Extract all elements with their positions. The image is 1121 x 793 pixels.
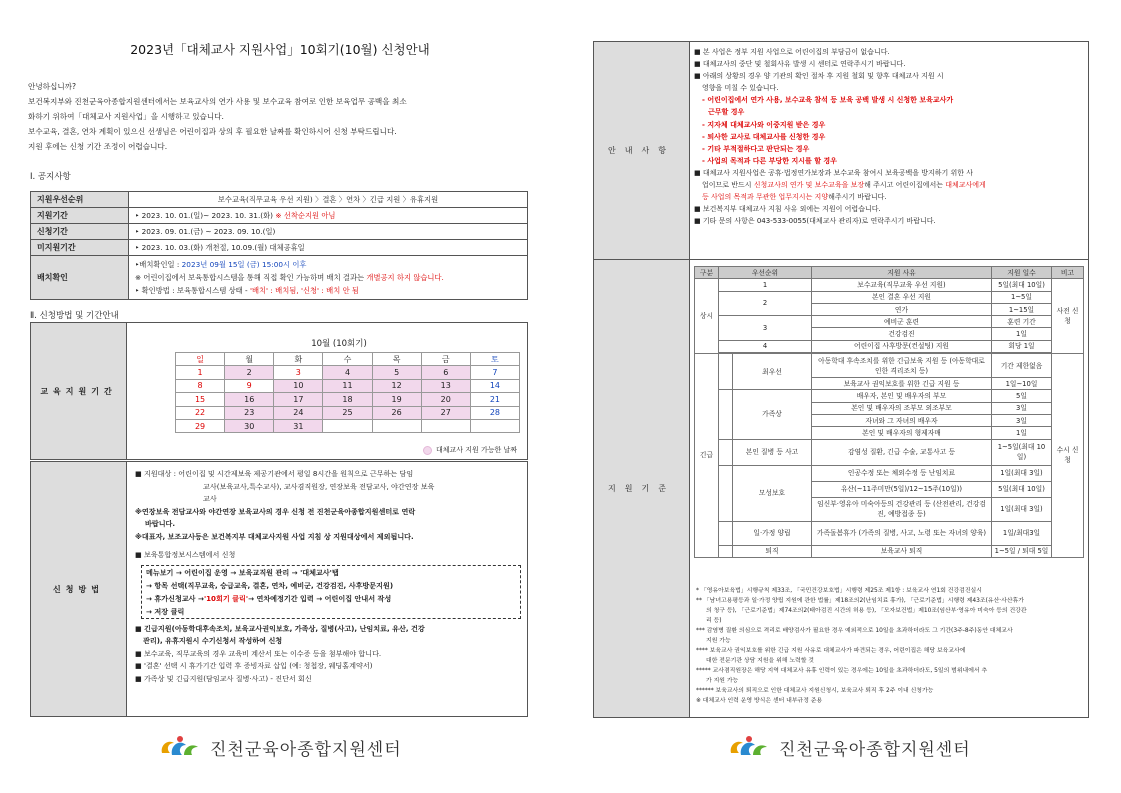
rank-spacer xyxy=(719,465,733,521)
how-line: ■ 지원대상 : 어린이집 및 시간제보육 제공기관에서 평일 8시간을 원칙으로 근무하는 담임 xyxy=(135,469,414,478)
placement-method-line xyxy=(135,284,521,297)
days-cell: 3일 xyxy=(992,414,1052,426)
col-header: 우선순위 xyxy=(719,267,812,279)
apply-period-label: 신청기간 xyxy=(31,224,129,240)
intro-line: 지원 후에는 신청 기간 조정이 어렵습니다. xyxy=(28,142,168,151)
reason-cell: 보수교육(직무교육 우선 지원) xyxy=(812,279,992,291)
reason-cell: 본인 및 배우자의 조부모 외조부모 xyxy=(812,402,992,414)
calendar-date: 20 xyxy=(421,393,470,406)
reason-cell: 유산(~11주미만(5일)/12~15주(10일)) xyxy=(812,481,992,497)
placement-label: 배치확인 xyxy=(31,256,129,300)
menu-path-line: → 항목 선택(직무교육, 승급교육, 결혼, 연차, 예비군, 건강검진, 사후방문지원) xyxy=(146,580,394,590)
calendar-date: 24 xyxy=(274,406,323,419)
how-line: 관리), 유휴지원시 수기신청서 작성하여 신청 xyxy=(143,636,283,645)
notice-box xyxy=(593,41,1089,260)
calendar-day-header: 목 xyxy=(372,353,421,366)
category-cell: 본인 질병 등 사고 xyxy=(733,439,812,465)
notice-line: ■ 아래의 상황의 경우 양 기관의 확인 절차 후 지원 철회 및 향후 대체교사 지원 시 xyxy=(694,72,944,81)
apply-period-value: ‣ 2023. 09. 01.(금) ~ 2023. 09. 10.(일) xyxy=(129,224,528,240)
no-support-label: 미지원기간 xyxy=(31,240,129,256)
calendar-date: 7 xyxy=(470,366,519,379)
reason-cell: 보육교사 퇴직 xyxy=(812,545,992,557)
how-line: ■ 보수교육, 직무교육의 경우 교육비 계산서 또는 이수증 등을 첨부해야 합니다. xyxy=(135,648,382,658)
menu-path-line: 메뉴보기 → 어린이집 운영 → 보육교직원 관리 → '대체교사'탭 xyxy=(146,567,339,577)
calendar-date: 25 xyxy=(323,406,372,419)
calendar-date: 2 xyxy=(225,366,274,379)
notice-line xyxy=(694,191,1082,203)
calendar-date: 15 xyxy=(176,393,225,406)
notice-table xyxy=(30,191,528,300)
calendar-date: 3 xyxy=(274,366,323,379)
category-cell: 최우선 xyxy=(733,354,812,390)
rank-cell: 1 xyxy=(719,279,812,291)
calendar-date: 23 xyxy=(225,406,274,419)
calendar-date xyxy=(470,419,519,432)
calendar-date: 22 xyxy=(176,406,225,419)
footnotes xyxy=(696,586,1086,706)
footnote-line: ** 「남녀고용평등과 일·가정 양립 지원에 관한 법률」제18조의2(난임치료 휴가), 「근로기준법」시행령 제43조(유산·사산휴가 xyxy=(696,598,1024,604)
notice-body xyxy=(694,46,1082,227)
placement-date: 2023년 09월 15일 (금) 15:00시 이후 xyxy=(181,260,307,269)
calendar-date: 18 xyxy=(323,393,372,406)
notice-text: 업이므로 반드시 xyxy=(702,181,754,190)
how-line: 바랍니다. xyxy=(145,519,176,528)
calendar-date: 4 xyxy=(323,366,372,379)
rank-spacer xyxy=(719,521,733,545)
intro-line: 보건복지부와 진천군육아종합지원센터에서는 보육교사의 연가 사용 및 보수교육 참여로 인한 보육업무 공백을 최소 xyxy=(28,97,407,106)
placement-value xyxy=(129,256,528,300)
calendar-date: 13 xyxy=(421,379,470,392)
menu-path-line xyxy=(146,592,516,605)
calendar-date: 12 xyxy=(372,379,421,392)
intro-text xyxy=(28,79,540,154)
menu-path-line: → 저장 클릭 xyxy=(146,606,185,616)
how-line: ※연장보육 전담교사와 야간연장 보육교사의 경우 신청 전 진천군육아종합지원센터로 연락 xyxy=(135,506,416,516)
notice-red-text: 신청교사의 연가 및 보수교육을 보장 xyxy=(753,181,865,190)
rank-spacer xyxy=(719,439,733,465)
col-header: 지원 사유 xyxy=(812,267,992,279)
footnote-line: ***** 교사겸직원장은 해당 지역 대체교사 유휴 인력이 있는 경우에는 10일을 초과하더라도, 5일의 범위내에서 추 xyxy=(696,668,988,674)
how-line: ※대표자, 보조교사등은 보건복지부 대체교사지원 사업 지침 상 지원대상에서 제외됩니다. xyxy=(135,531,414,541)
note-cell: 사전 신청 xyxy=(1052,279,1084,354)
support-period-label: 지원기간 xyxy=(31,208,129,224)
calendar-day-header: 토 xyxy=(470,353,519,366)
calendar-box xyxy=(30,322,528,460)
calendar-day-header: 수 xyxy=(323,353,372,366)
intro-line: 안녕하십니까? xyxy=(28,82,77,91)
notice-red-text: 대체교사에게 xyxy=(945,181,986,190)
days-cell: 훈련 기간 xyxy=(992,316,1052,328)
warning-line: - 기타 부적절하다고 판단되는 경우 xyxy=(702,144,810,153)
how-line: ■ 가족상 및 긴급지원(담임교사 질병·사고) - 진단서 회신 xyxy=(135,673,312,683)
days-cell: 5일 xyxy=(992,390,1052,402)
placement-date-line xyxy=(135,258,521,271)
reason-cell: 보육교사 권익보호를 위한 긴급 지원 등 xyxy=(812,378,992,390)
days-cell: 1일(최대 3일) xyxy=(992,465,1052,481)
col-header: 비고 xyxy=(1052,267,1084,279)
notice-text: 해 주시고 어린이집에서는 xyxy=(864,181,946,190)
section-notice-title: Ⅰ. 공지사항 xyxy=(30,172,71,182)
footnote-line: 의 청구 등), 「근로기준법」제74조의2(태아검진 시간의 허용 등), 「모자보건법」제10조(임산부·영유아 미숙아 등의 건강관 xyxy=(706,608,1027,614)
apply-method-box xyxy=(30,461,528,717)
notice-label: 안내사항 xyxy=(594,42,690,259)
calendar-date: 30 xyxy=(225,419,274,432)
notice-line: 영향을 미칠 수 있습니다. xyxy=(702,84,779,93)
how-line: ■ '결혼' 선택 시 휴가기간 입력 후 증빙자료 삽입 (예: 청첩장, 웨딩홀계약서) xyxy=(135,661,373,670)
reason-cell: 자녀와 그 자녀의 배우자 xyxy=(812,414,992,426)
calendar-date: 16 xyxy=(225,393,274,406)
calendar-date: 21 xyxy=(470,393,519,406)
legend-dot-icon xyxy=(423,446,432,455)
calendar-day-header: 화 xyxy=(274,353,323,366)
category-cell: 모성보호 xyxy=(733,465,812,521)
footnote-line: 지원 가능 xyxy=(706,638,731,644)
calendar-date: 31 xyxy=(274,419,323,432)
rank-cell: 3 xyxy=(719,316,812,341)
warning-line: - 퇴사한 교사로 대체교사를 신청한 경우 xyxy=(702,132,826,141)
legend-label: 대체교사 지원 가능한 날짜 xyxy=(435,446,517,454)
days-cell: 1일/최대3일 xyxy=(992,521,1052,545)
calendar-date: 14 xyxy=(470,379,519,392)
calendar-date: 1 xyxy=(176,366,225,379)
warning-line: - 지자체 대체교사와 이중지원 받은 경우 xyxy=(702,120,826,129)
warning-line: - 어린이집에서 연가 사용, 보수교육 참석 등 보육 공백 발생 시 신청한 보육교사가 xyxy=(702,96,954,105)
logo-text: 진천군육아종합지원센터 xyxy=(210,739,402,760)
calendar-date: 19 xyxy=(372,393,421,406)
calendar-date: 26 xyxy=(372,406,421,419)
notice-line: ■ 본 사업은 정부 지원 사업으로 어린이집의 부담금이 없습니다. xyxy=(694,48,890,56)
reason-cell: 인공수정 또는 체외수정 등 난임치료 xyxy=(812,465,992,481)
standard-label: 지원기준 xyxy=(594,260,690,717)
col-header: 구분 xyxy=(695,267,719,279)
notice-line: ■ 기타 문의 사항은 043-533-0055(대체교사 관리자)로 연락주시기 바랍니다. xyxy=(694,217,936,226)
placement-method-prefix: ‣ 확인방법 : 보육통합시스템 상태 - xyxy=(135,286,250,295)
priority-label: 지원우선순위 xyxy=(31,192,129,208)
calendar-label: 교육지원기간 xyxy=(31,323,127,459)
right-page xyxy=(561,0,1121,793)
logo-mark-icon xyxy=(158,733,202,761)
note-cell: 수시 신청 xyxy=(1052,354,1084,558)
days-cell: 회당 1일 xyxy=(992,340,1052,352)
rank-spacer xyxy=(719,354,733,390)
days-cell: 1일(최대 3일) xyxy=(992,497,1052,521)
how-line: 교사(보육교사,특수교사), 교사겸직원장, 연장보육 전담교사, 야간연장 보육 xyxy=(203,481,435,491)
days-cell: 1~5일 xyxy=(992,291,1052,303)
placement-note-line xyxy=(135,271,521,284)
calendar-date xyxy=(372,419,421,432)
section-apply-title: Ⅱ. 신청방법 및 기간안내 xyxy=(30,311,119,321)
placement-note-red: 개별공지 하지 않습니다. xyxy=(366,273,444,282)
standard-box xyxy=(593,259,1089,718)
footnote-line: 리 등) xyxy=(706,618,722,624)
days-cell: 1일 xyxy=(992,427,1052,439)
reason-cell: 배우자, 본인 및 배우자의 부모 xyxy=(812,390,992,402)
days-cell: 1~5일(최대 10일) xyxy=(992,439,1052,465)
left-page xyxy=(0,0,560,793)
rank-cell: 2 xyxy=(719,291,812,316)
placement-method-red: '배치' : 배치됨, '신청' : 배치 안 됨 xyxy=(249,286,359,295)
category-cell: 퇴직 xyxy=(733,545,812,557)
notice-line xyxy=(694,179,1082,191)
warning-line: 근무할 경우 xyxy=(708,108,745,117)
standard-table xyxy=(694,266,1084,558)
calendar-date: 10 xyxy=(274,379,323,392)
how-line: ■ 긴급지원(아동학대후속조치, 보육교사권익보호, 가족상, 질병(사고), 난임치료, 유산, 건강 xyxy=(135,623,425,633)
reason-cell: 건강검진 xyxy=(812,328,992,340)
reason-cell: 연가 xyxy=(812,303,992,315)
calendar-day-header: 일 xyxy=(176,353,225,366)
days-cell: 1일 xyxy=(992,328,1052,340)
how-line: ■ 보육통합정보시스템에서 신청 xyxy=(135,550,236,559)
rank-spacer xyxy=(719,390,733,439)
footnote-line: * 「영유아보육법」시행규칙 제33조, 「국민건강보호법」시행령 제25조 제1항 : 보육교사 연1회 건강검진실시 xyxy=(696,588,982,594)
calendar-date xyxy=(421,419,470,432)
days-cell: 3일 xyxy=(992,402,1052,414)
calendar-title: 10월 (10회기) xyxy=(311,339,367,349)
placement-note-prefix: ※ 어린이집에서 보육통합시스템을 통해 직접 확인 가능하며 배치 결과는 xyxy=(135,273,367,282)
category-cell: 가족상 xyxy=(733,390,812,439)
footnote-line: 대한 전문기관 상담 지원을 위해 노력할 것 xyxy=(706,658,814,664)
days-cell: 5일(최대 10일) xyxy=(992,481,1052,497)
footnote-line: **** 보육교사 권익보호를 위한 긴급 지원 사유로 대체교사가 파견되는 경우, 어린이집은 해당 보육교사에 xyxy=(696,648,966,654)
notice-red-text: 등 사업의 목적과 무관한 업무지시는 지양 xyxy=(702,193,829,202)
days-cell: 1일~10일 xyxy=(992,378,1052,390)
menu-path-prefix: → 휴가신청교사 → xyxy=(146,593,204,603)
calendar-date: 6 xyxy=(421,366,470,379)
reason-cell: 본인 및 배우자의 형제자매 xyxy=(812,427,992,439)
no-support-value: ‣ 2023. 10. 03.(화) 개천절, 10.09.(월) 대체공휴일 xyxy=(129,240,528,256)
priority-value: 보수교육(직무교육 우선 지원) 〉결혼 〉연차 〉긴급 지원 〉유휴지원 xyxy=(129,192,528,208)
menu-path-red: '10회기 클릭' xyxy=(203,593,249,603)
logo-mark-icon xyxy=(727,733,771,761)
how-line: 교사 xyxy=(203,494,217,503)
calendar-date: 5 xyxy=(372,366,421,379)
days-cell: 1~15일 xyxy=(992,303,1052,315)
support-period-value xyxy=(129,208,528,224)
type-cell: 긴급 xyxy=(695,354,719,558)
rank-spacer xyxy=(719,545,733,557)
page-title: 2023년「대체교사 지원사업」10회기(10월) 신청안내 xyxy=(130,42,430,57)
reason-cell: 예비군 훈련 xyxy=(812,316,992,328)
calendar-table xyxy=(175,352,520,433)
calendar-date: 8 xyxy=(176,379,225,392)
logo-text: 진천군육아종합지원센터 xyxy=(779,739,971,760)
placement-date-prefix: ‣배치확인일 : xyxy=(135,260,182,269)
calendar-day-header: 월 xyxy=(225,353,274,366)
notice-line: ■ 보건복지부 대체교사 지침 사유 외에는 지원이 어렵습니다. xyxy=(694,205,881,214)
calendar-area xyxy=(151,323,527,461)
category-cell: 일·가정 양립 xyxy=(733,521,812,545)
center-logo xyxy=(158,733,402,761)
col-header: 지원 일수 xyxy=(992,267,1052,279)
reason-cell: 아동학대 후속조치를 위한 긴급보육 지원 등 (아동학대로 인한 격리조치 등) xyxy=(812,354,992,378)
apply-method-body xyxy=(135,468,521,685)
footnote-line: ****** 보육교사의 퇴직으로 인한 대체교사 지원신청시, 보육교사 퇴직 후 2주 이내 신청가능 xyxy=(696,688,934,694)
intro-line: 화하기 위하여「대체교사 지원사업」을 시행하고 있습니다. xyxy=(28,112,224,121)
notice-text: 해주시기 바랍니다. xyxy=(828,193,887,202)
footnote-line: 가 지원 가능 xyxy=(706,678,739,684)
center-logo xyxy=(727,733,971,761)
notice-line: ■ 대체교사 지원사업은 공휴·법정연가보장과 보수교육 참여시 보육공백을 방지하기 위한 사 xyxy=(694,168,974,177)
support-period-dates: ‣ 2023. 10. 01.(일)~ 2023. 10. 31.(화) xyxy=(135,210,274,220)
footnote-line: ※ 대체교사 인력 운영 방식은 센터 내부규정 준용 xyxy=(696,698,823,704)
apply-method-label: 신청방법 xyxy=(31,462,127,716)
type-cell: 상시 xyxy=(695,279,719,354)
reason-cell: 임신부·영유아 미숙아등의 건강관리 등 (산전관리, 건강검진, 예방접종 등) xyxy=(812,497,992,521)
calendar-date xyxy=(323,419,372,432)
intro-line: 보수교육, 결혼, 연차 계획이 있으신 선생님은 어린이집과 상의 후 필요한 날짜를 확인하시어 신청 부탁드립니다. xyxy=(28,127,397,136)
reason-cell: 감염성 질환, 긴급 수술, 교통사고 등 xyxy=(812,439,992,465)
days-cell: 5일(최대 10일) xyxy=(992,279,1052,291)
footnote-line: *** 감염병 질환 의심으로 격리로 배양검사가 필요한 경우 예외적으로 10일을 초과하더라도 그 기간(3주-8주)동안 대체교사 xyxy=(696,628,1013,634)
calendar-date: 9 xyxy=(225,379,274,392)
reason-cell: 본인 결혼 우선 지원 xyxy=(812,291,992,303)
calendar-date: 29 xyxy=(176,419,225,432)
rank-cell: 4 xyxy=(719,340,812,352)
calendar-date: 11 xyxy=(323,379,372,392)
days-cell: 기간 제한없음 xyxy=(992,354,1052,378)
menu-path-suffix: → 연차예정기간 입력 → 어린이집 안내서 작성 xyxy=(248,593,392,603)
calendar-date: 17 xyxy=(274,393,323,406)
calendar-day-header: 금 xyxy=(421,353,470,366)
days-cell: 1~5일 / 퇴대 5일 xyxy=(992,545,1052,557)
support-period-note: ※ 선착순지원 아님 xyxy=(275,210,336,220)
notice-line: ■ 대체교사의 중단 및 철회사유 발생 시 센터로 연락주시기 바랍니다. xyxy=(694,60,906,69)
warning-line: - 사업의 목적과 다른 부당한 지시를 할 경우 xyxy=(702,156,837,165)
calendar-date: 28 xyxy=(470,406,519,419)
menu-path-box xyxy=(141,565,521,619)
calendar-date: 27 xyxy=(421,406,470,419)
calendar-legend xyxy=(423,445,517,455)
reason-cell: 어린이집 사후방문(컨설팅) 지원 xyxy=(812,340,992,352)
reason-cell: 가족돌봄휴가 (가족의 질병, 사고, 노령 또는 자녀의 양육) xyxy=(812,521,992,545)
